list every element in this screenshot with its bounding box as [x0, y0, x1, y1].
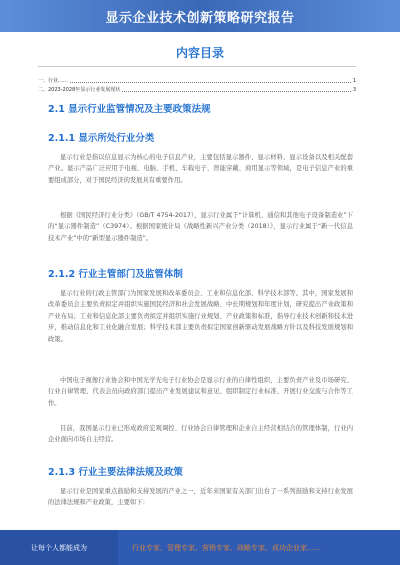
toc-title: 内容目录	[175, 46, 224, 60]
toc-line-page: 1	[352, 78, 356, 84]
toc-line-page: 3	[352, 87, 356, 93]
subsection-heading-2-1-1: 2.1.1 显示所处行业分类	[48, 133, 155, 144]
toc-line-2[interactable]	[38, 86, 356, 94]
paragraph: 中国电子视像行业协会和中国光学光电子行业协会是显示行业的自律性组织，主要负责产业及市场研究、行业自律管理、代表会员向政府部门提出产业发展建议和意见、组织制定行业标准、开展行业交流与合作等工作。	[48, 377, 353, 407]
footer-slogan: 让每个人都能成为	[0, 530, 118, 565]
subsection-heading-2-1-3: 2.1.3 行业主要法律法规及政策	[48, 467, 183, 478]
toc-leader-dots	[70, 82, 351, 83]
paragraph: 显示行业的行政主管部门为国家发展和改革委员会、工业和信息化部、科学技术部等。其中，国家发展和改革委员会主要负责拟定并组织实施国民经济和社会发展战略、中长期规划和年度计划，研究提出产业政策和产业布局；工业和信息化部主要负责拟定并组织实施行业规划、产业政策和标准，指导行业技术创新和技术进步，推动信息化和工业化融合发展；科学技术部主要负责拟定国家创新驱动发展战略方针以及科技发展规划和政策。	[48, 290, 353, 343]
paragraph: 根据《国民经济行业分类》（GB/T 4754-2017），显示行业属于“计算机、通信和其他电子设备制造业”下的“显示器件制造”（C3974）。根据国家统计局《战略性新兴产业分类（2018）》，显示行业属于“新一代信息技术产业”中的“新型显示器件制造”。	[48, 212, 353, 242]
toc-leader-dots	[122, 91, 351, 92]
subsection-heading-2-1-2: 2.1.2 行业主管部门及监管体制	[48, 269, 183, 280]
paragraph: 目前，我国显示行业已形成政府宏观调控、行业协会自律管理和企业自主经营相结合的管理体制，行业内企业面向市场自主经营。	[48, 425, 353, 444]
section-heading: 2.1 显示行业监管情况及主要政策法规	[48, 104, 211, 115]
footer-tagline: 行业专家、管理专家、营销专家、战略专家、成功企业家……	[132, 543, 321, 552]
toc-divider	[38, 66, 356, 67]
report-header-banner	[0, 0, 400, 32]
toc-line-label: 一、行业……	[38, 78, 69, 84]
paragraph: 显示行业是指以信息显示为核心的电子信息产业，主要包括显示器件、显示材料、显示设备以及相关配套产业。显示产品广泛应用于电视、电脑、手机、车载电子、智能穿戴、商用显示等领域，是电子信息产业的重要组成部分，对于国民经济的发展具有重要作用。	[48, 154, 353, 184]
toc-line-label: 二、2023-2028年显示行业发展现状	[38, 87, 121, 93]
toc-line-1[interactable]	[38, 77, 356, 85]
footer-banner	[0, 530, 400, 565]
report-title: 显示企业技术创新策略研究报告	[105, 10, 295, 26]
paragraph: 显示行业是国家重点鼓励和支持发展的产业之一，近年来国家有关部门出台了一系列鼓励和支持行业发展的法律法规和产业政策，主要如下：	[48, 488, 353, 507]
